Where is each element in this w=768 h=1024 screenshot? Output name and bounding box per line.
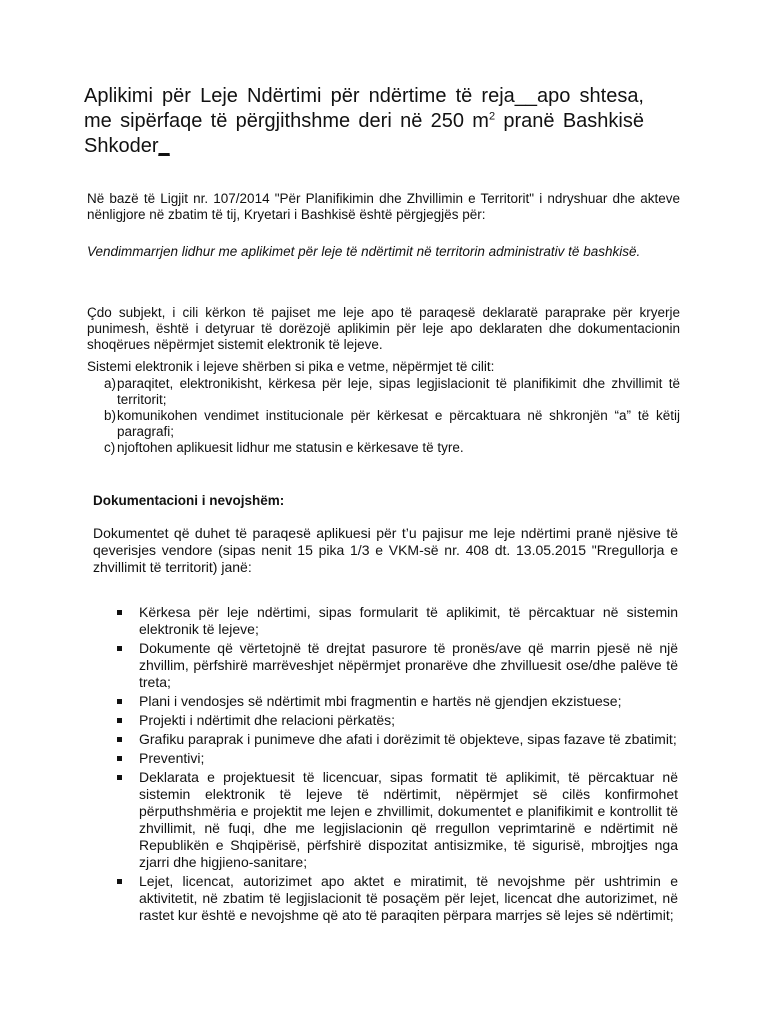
square-bullet-icon: [93, 693, 139, 710]
list-item: [87, 408, 680, 440]
list-item: [93, 873, 678, 924]
list-item: [93, 712, 678, 729]
list-marker: c): [104, 440, 116, 455]
documents-intro: Dokumentet që duhet të paraqesë aplikuesi për t’u pajisur me leje ndërtimi pranë njësive të qeverisjes vendore (sipas nenit 15 pika 1/3 e VKM-së nr. 408 dt. 13.05.2015 "Rregullorja e zhvillimit të territorit) janë:: [93, 525, 678, 575]
list-item: [93, 731, 678, 748]
list-item-text: Grafiku paraprak i punimeve dhe afati i dorëzimit të objekteve, sipas fazave të zbatimit;: [139, 731, 677, 747]
list-item-text: Deklarata e projektuesit të licencuar, sipas formatit të aplikimit, të përcaktuar në sistemin elektronik të lejeve të ndërtimit, nëpërmjet së cilës konfirmohet përputhshmëria e projektit me lejen e zhvillimit, dokumentet e planifikimit e kontrollit të zhvillimit, në fuqi, dhe me legjislacionin që rregullon veprimtarinë e ndërtimit në Republikën e Shqipërisë, përfshirë dispozitat antisizmike, të sigurisë, mbrojtjes nga zjarri dhe higjieno-sanitare;: [139, 769, 678, 870]
letter-list: [87, 376, 680, 456]
document-title: [84, 84, 644, 159]
list-item: [93, 604, 678, 638]
list-item: [93, 769, 678, 871]
italic-paragraph: Vendimmarrjen lidhur me aplikimet për leje të ndërtimit në territorin administrativ të bashkisë.: [87, 244, 641, 259]
list-item-text: komunikohen vendimet institucionale për kërkesat e përcaktuara në shkronjën “a” të këtij paragrafi;: [117, 408, 680, 439]
list-item-text: paraqitet, elektronikisht, kërkesa për leje, sipas legjislacionit të planifikimit dhe zhvillimit të territorit;: [117, 376, 680, 407]
list-marker: a): [104, 376, 117, 391]
list-item-text: Preventivi;: [139, 750, 205, 766]
list-item: [87, 440, 680, 456]
list-item: [87, 376, 680, 408]
square-bullet-icon: [93, 712, 139, 729]
square-bullet-icon: [93, 604, 139, 638]
documents-bullet-list: [93, 604, 678, 926]
list-item-text: Kërkesa për leje ndërtimi, sipas formularit të aplikimit, të përcaktuar në sistemin elektronik të lejeve;: [139, 604, 678, 637]
square-bullet-icon: [93, 750, 139, 767]
square-bullet-icon: [93, 873, 139, 924]
title-superscript: 2: [488, 110, 496, 123]
square-bullet-icon: [93, 731, 139, 748]
section-heading: Dokumentacioni i nevojshëm:: [93, 493, 285, 508]
square-bullet-icon: [93, 769, 139, 871]
list-item-text: Dokumente që vërtetojnë të drejtat pasurore të pronës/ave që marrin pjesë në një zhvillim, përfshirë marrëveshjet nëpërmjet pronarëve dhe zhvilluesit ose/dhe palëve të treta;: [139, 640, 678, 690]
list-marker: b): [104, 408, 117, 423]
intro-paragraph: Në bazë të Ligjit nr. 107/2014 "Për Planifikimin dhe Zhvillimin e Territorit" i ndryshuar dhe akteve nënligjore në zbatim të tij, Kryetari i Bashkisë është përgjegjës për:: [87, 191, 680, 222]
list-item: [93, 750, 678, 767]
list-item-text: Projekti i ndërtimit dhe relacioni përkatës;: [139, 712, 396, 728]
list-item: [93, 693, 678, 710]
list-item-text: Plani i vendosjes së ndërtimit mbi fragmentin e hartës në gjendjen ekzistuese;: [139, 693, 622, 709]
title-end: pranë Bashkisë Shkoder: [84, 110, 644, 157]
system-intro: Sistemi elektronik i lejeve shërben si pika e vetme, nëpërmjet të cilit:: [87, 359, 495, 374]
square-bullet-icon: [93, 640, 139, 691]
submission-paragraph: Çdo subjekt, i cili kërkon të pajiset me leje apo të paraqesë deklaratë paraprake për kryerje punimesh, është i detyruar të dorëzojë aplikimin për leje apo deklaraten dhe dokumentacionin shoqërues nëpërmjet sistemit elektronik të lejeve.: [87, 305, 680, 352]
list-item-text: njoftohen aplikuesit lidhur me statusin e kërkesave të tyre.: [117, 440, 464, 455]
title-end-underscore: _: [158, 135, 170, 157]
title-main: Aplikimi për Leje Ndërtimi për ndërtime të reja__apo shtesa, me sipërfaqe të përgjithshme deri në 250 m: [84, 85, 644, 132]
list-item: [93, 640, 678, 691]
list-item-text: Lejet, licencat, autorizimet apo aktet e miratimit, të nevojshme për ushtrimin e aktivitetit, në zbatim të legjislacionit të posaçëm për lejet, licencat dhe autorizimet, në rastet kur është e nevojshme që ato të paraqiten përpara marrjes së lejes së ndërtimit;: [139, 873, 678, 923]
